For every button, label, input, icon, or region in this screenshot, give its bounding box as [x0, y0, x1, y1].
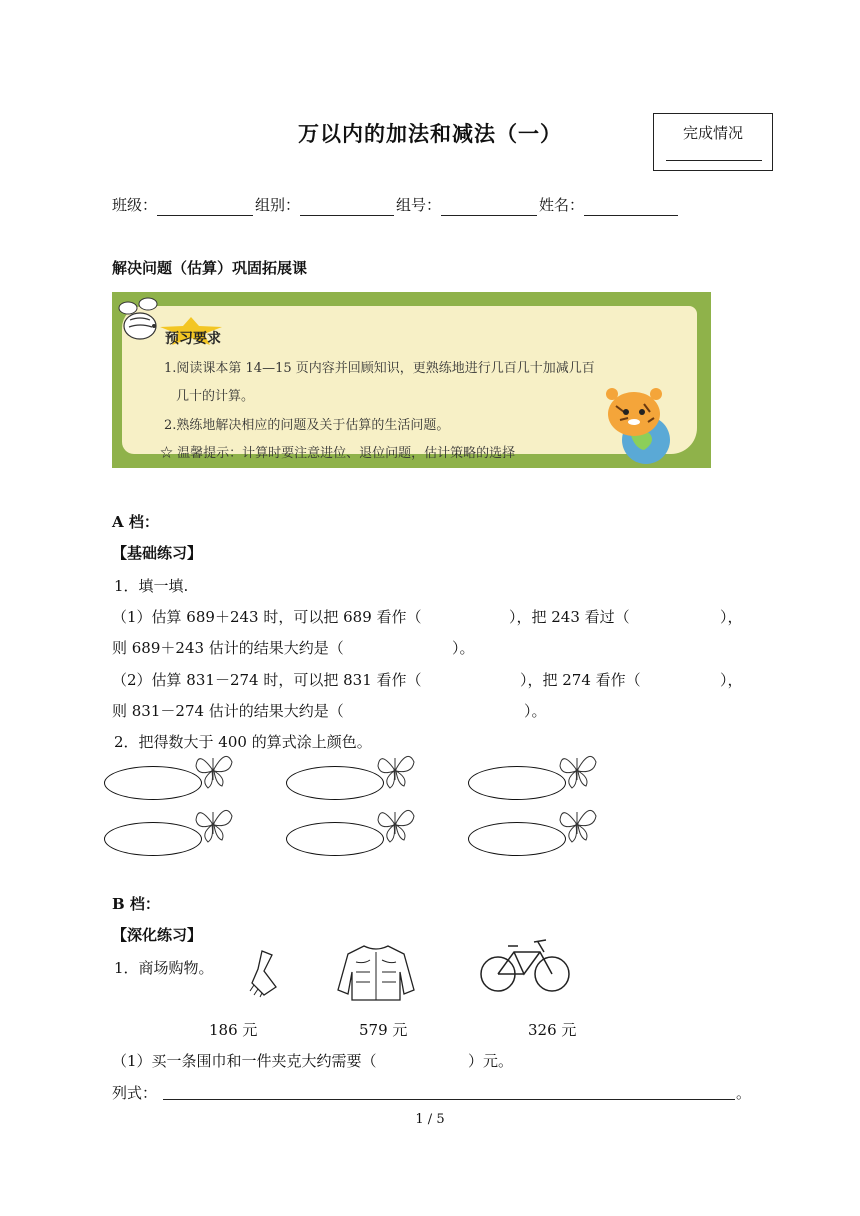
- page-title: 万以内的加法和减法（一）: [298, 121, 562, 146]
- deep-practice-heading: 【深化练习】: [112, 926, 203, 944]
- bicycle-icon: [478, 936, 572, 996]
- group-number-label: 组号：: [396, 196, 442, 214]
- formula-blank[interactable]: [163, 1099, 735, 1100]
- answer-ellipse[interactable]: [286, 766, 384, 800]
- group-number-blank[interactable]: [441, 197, 537, 216]
- group-label: 组别：: [255, 196, 301, 214]
- question-2-title: 2．把得数大于 400 的算式涂上颜色。: [114, 733, 372, 751]
- formula-end: 。: [736, 1084, 752, 1102]
- q1-2-text-e: ）。: [524, 702, 547, 720]
- shopping-question-title: 1．商场购物。: [114, 959, 214, 977]
- jacket-icon: [334, 942, 418, 1004]
- tiger-globe-icon: [596, 384, 688, 466]
- scarf-price: 186 元: [209, 1021, 258, 1039]
- group-blank[interactable]: [300, 197, 394, 216]
- completion-status-label: 完成情况: [682, 124, 743, 142]
- q1-2-text-a: （2）估算 831－274 时，可以把 831 看作（: [112, 671, 422, 689]
- completion-status-blank[interactable]: [666, 160, 762, 161]
- butterfly-icon: [556, 748, 598, 790]
- butterfly-icon: [374, 802, 416, 844]
- completion-status-box: [653, 113, 773, 171]
- name-label: 姓名：: [539, 196, 585, 214]
- butterfly-icon: [192, 748, 234, 790]
- q1-1-text-e: ）。: [452, 639, 475, 657]
- name-blank[interactable]: [584, 197, 678, 216]
- banner-line-1: 1.阅读课本第 14—15 页内容并回顾知识，更熟练地进行几百几十加减几百: [164, 361, 595, 376]
- answer-ellipse[interactable]: [104, 766, 202, 800]
- level-a-heading: A 档：: [112, 513, 159, 531]
- q1-2-text-b: ），把 274 看作（: [520, 671, 641, 689]
- answer-ellipse[interactable]: [104, 822, 202, 856]
- class-label: 班级：: [112, 196, 158, 214]
- butterfly-icon: [556, 802, 598, 844]
- basic-practice-heading: 【基础练习】: [112, 544, 203, 562]
- shopping-q1-text-b: ）元。: [468, 1052, 514, 1070]
- q1-1-text-b: ），把 243 看过（: [509, 608, 630, 626]
- jacket-price: 579 元: [359, 1021, 408, 1039]
- q1-2-text-d: 则 831－274 估计的结果大约是（: [112, 702, 344, 720]
- scarf-icon: [242, 947, 288, 999]
- formula-label: 列式：: [112, 1084, 158, 1102]
- shopping-q1-text-a: （1）买一条围巾和一件夹克大约需要（: [112, 1052, 377, 1070]
- student-info-row: [112, 194, 680, 216]
- answer-ellipse[interactable]: [286, 822, 384, 856]
- banner-line-4: ☆ 温馨提示：计算时要注意进位、退位问题，估计策略的选择: [160, 446, 516, 461]
- page-number: 1 / 5: [415, 1112, 445, 1127]
- q1-1-text-a: （1）估算 689＋243 时，可以把 689 看作（: [112, 608, 422, 626]
- q1-1-text-d: 则 689＋243 估计的结果大约是（: [112, 639, 344, 657]
- banner-heading: 预习要求: [165, 331, 221, 347]
- answer-ellipse[interactable]: [468, 822, 566, 856]
- answer-ellipse[interactable]: [468, 766, 566, 800]
- q1-1-text-c: ），: [720, 608, 743, 626]
- butterfly-icon: [374, 748, 416, 790]
- lesson-subtitle: 解决问题（估算）巩固拓展课: [112, 259, 308, 277]
- banner-line-2: 几十的计算。: [176, 389, 255, 404]
- preview-requirements-banner: [112, 292, 711, 468]
- butterfly-icon: [192, 802, 234, 844]
- class-blank[interactable]: [157, 197, 253, 216]
- question-1-title: 1．填一填.: [114, 577, 189, 595]
- banner-line-3: 2.熟练地解决相应的问题及关于估算的生活问题。: [164, 418, 450, 433]
- bicycle-price: 326 元: [528, 1021, 577, 1039]
- level-b-heading: B 档：: [112, 895, 160, 913]
- q1-2-text-c: ），: [720, 671, 743, 689]
